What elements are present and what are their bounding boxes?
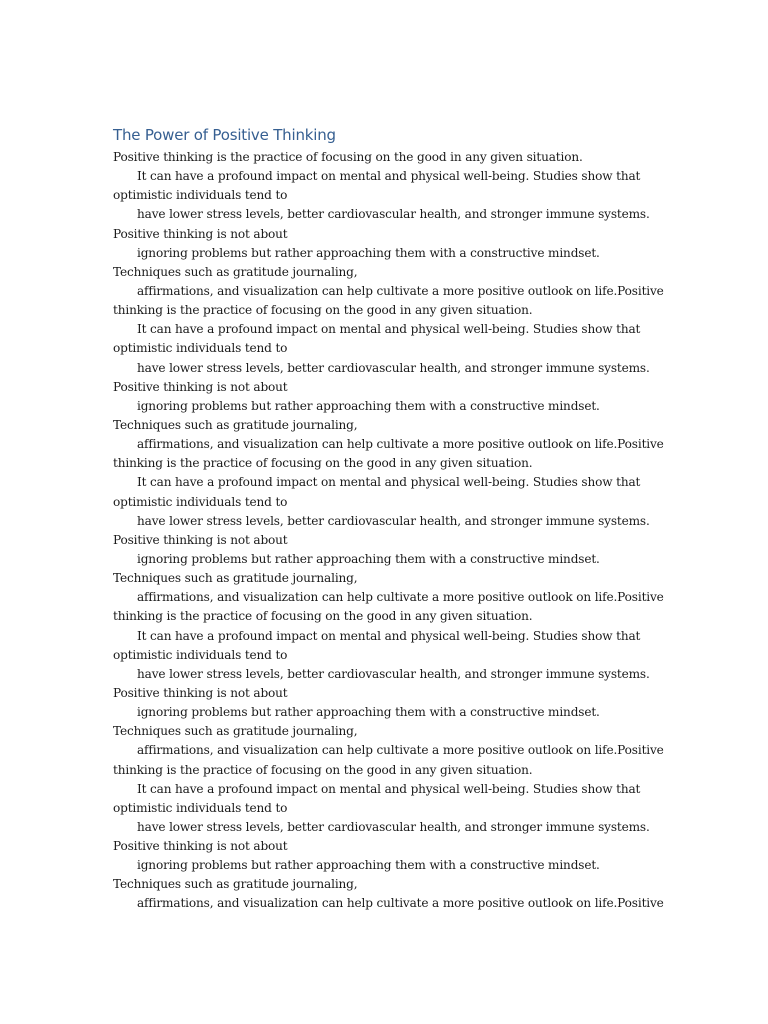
body-text-line: have lower stress levels, better cardiovascular health, and stronger immune systems. [137, 207, 650, 222]
body-text-line: affirmations, and visualization can help cultivate a more positive outlook on life.Positive [137, 743, 664, 758]
body-text-line: Positive thinking is the practice of focusing on the good in any given situation. [113, 150, 583, 164]
body-text-line: optimistic individuals tend to [113, 800, 288, 815]
body-text-line: thinking is the practice of focusing on the good in any given situation. [113, 456, 533, 471]
body-text-line: ignoring problems but rather approaching them with a constructive mindset. [137, 551, 600, 566]
body-text-line: have lower stress levels, better cardiovascular health, and stronger immune systems. [137, 513, 650, 528]
body-text-line: optimistic individuals tend to [113, 647, 288, 662]
body-text-line: Techniques such as gratitude journaling, [113, 264, 358, 279]
body-text-line: Positive thinking is not about [113, 685, 288, 700]
body-text-line: have lower stress levels, better cardiovascular health, and stronger immune systems. [137, 360, 650, 375]
body-text-line: Positive thinking is not about [113, 379, 288, 394]
body-text-line: thinking is the practice of focusing on the good in any given situation. [113, 762, 533, 777]
body-text-line: It can have a profound impact on mental and physical well-being. Studies show that [137, 169, 641, 184]
body-text-line: affirmations, and visualization can help cultivate a more positive outlook on life.Positive [137, 590, 664, 605]
body-text-line: affirmations, and visualization can help cultivate a more positive outlook on life.Positive [137, 896, 664, 911]
body-text-line: ignoring problems but rather approaching them with a constructive mindset. [137, 245, 600, 260]
document-page [113, 124, 664, 914]
body-text-line: optimistic individuals tend to [113, 341, 288, 356]
body-text-line: affirmations, and visualization can help cultivate a more positive outlook on life.Positive [137, 283, 664, 298]
body-text-line: It can have a profound impact on mental and physical well-being. Studies show that [137, 781, 641, 796]
body-text-line: have lower stress levels, better cardiovascular health, and stronger immune systems. [137, 666, 650, 681]
body-text-line: Techniques such as gratitude journaling, [113, 571, 358, 586]
body-text-line: ignoring problems but rather approaching them with a constructive mindset. [137, 398, 600, 413]
body-text-line: ignoring problems but rather approaching them with a constructive mindset. [137, 858, 600, 873]
body-text-line: It can have a profound impact on mental and physical well-being. Studies show that [137, 475, 641, 490]
document-title: The Power of Positive Thinking [113, 126, 336, 144]
body-text-line: Positive thinking is not about [113, 532, 288, 547]
document-body [113, 148, 664, 914]
body-text-line: optimistic individuals tend to [113, 494, 288, 509]
body-text-line: Techniques such as gratitude journaling, [113, 724, 358, 739]
body-text-line: Techniques such as gratitude journaling, [113, 417, 358, 432]
body-text-line: Positive thinking is not about [113, 226, 288, 241]
body-text-line: thinking is the practice of focusing on the good in any given situation. [113, 609, 533, 624]
body-text-line: It can have a profound impact on mental and physical well-being. Studies show that [137, 322, 641, 337]
body-text-line: Positive thinking is not about [113, 839, 288, 854]
body-text-line: Techniques such as gratitude journaling, [113, 877, 358, 892]
body-text-line: It can have a profound impact on mental and physical well-being. Studies show that [137, 628, 641, 643]
body-text-line: affirmations, and visualization can help cultivate a more positive outlook on life.Positive [137, 437, 664, 452]
body-text-line: thinking is the practice of focusing on the good in any given situation. [113, 303, 533, 318]
body-text-line: optimistic individuals tend to [113, 188, 288, 203]
body-text-line: have lower stress levels, better cardiovascular health, and stronger immune systems. [137, 819, 650, 834]
body-text-line: ignoring problems but rather approaching them with a constructive mindset. [137, 705, 600, 720]
